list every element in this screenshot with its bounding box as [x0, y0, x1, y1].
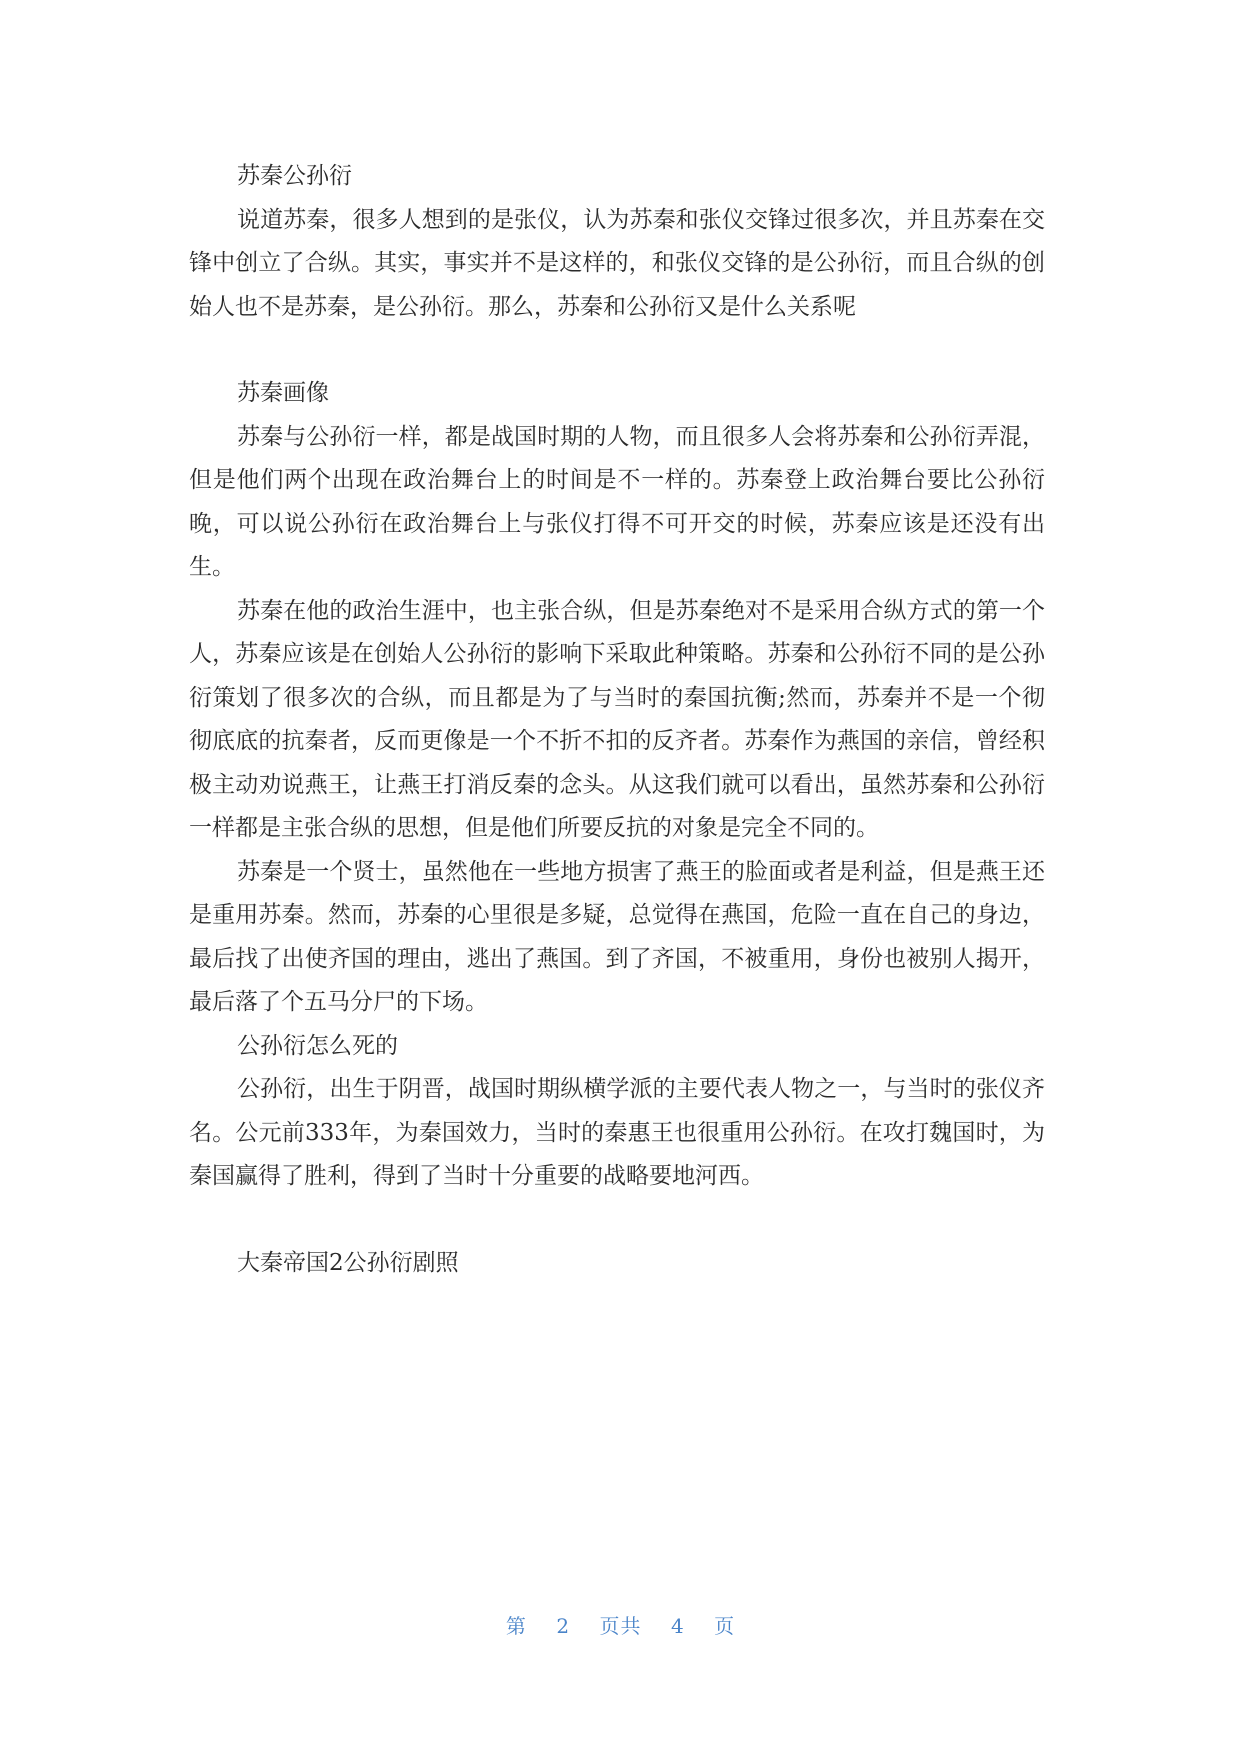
paragraph: 说道苏秦，很多人想到的是张仪，认为苏秦和张仪交锋过很多次，并且苏秦在交锋中创立了合纵。其实，事实并不是这样的，和张仪交锋的是公孙衍，而且合纵的创始人也不是苏秦，是公孙衍。那么，苏秦和公孙衍又是什么关系呢 [189, 206, 1045, 320]
paragraph: 苏秦与公孙衍一样，都是战国时期的人物，而且很多人会将苏秦和公孙衍弄混，但是他们两个出现在政治舞台上的时间是不一样的。苏秦登上政治舞台要比公孙衍晚，可以说公孙衍在政治舞台上与张仪打得不可开交的时候，苏秦应该是还没有出生。 [189, 423, 1045, 580]
paragraph: 苏秦是一个贤士，虽然他在一些地方损害了燕王的脸面或者是利益，但是燕王还是重用苏秦。然而，苏秦的心里很是多疑，总觉得在燕国，危险一直在自己的身边，最后找了出使齐国的理由，逃出了燕国。到了齐国，不被重用，身份也被别人揭开，最后落了个五马分尸的下场。 [189, 858, 1045, 1015]
image-caption: 大秦帝国2公孙衍剧照 [237, 1249, 459, 1276]
spacer [189, 329, 1045, 372]
spacer [189, 1199, 1045, 1242]
footer-prefix: 第 [505, 1614, 527, 1638]
footer-suffix: 页 [714, 1614, 736, 1638]
paragraph: 公孙衍，出生于阴晋，战国时期纵横学派的主要代表人物之一，与当时的张仪齐名。公元前333年，为秦国效力，当时的秦惠王也很重用公孙衍。在攻打魏国时，为秦国赢得了胜利，得到了当时十分重要的战略要地河西。 [189, 1076, 1045, 1189]
paragraph: 苏秦在他的政治生涯中，也主张合纵，但是苏秦绝对不是采用合纵方式的第一个人，苏秦应该是在创始人公孙衍的影响下采取此种策略。苏秦和公孙衍不同的是公孙衍策划了很多次的合纵，而且都是为了与当时的秦国抗衡;然而，苏秦并不是一个彻彻底底的抗秦者，反而更像是一个不折不扣的反齐者。苏秦作为燕国的亲信，曾经积极主动劝说燕王，让燕王打消反秦的念头。从这我们就可以看出，虽然苏秦和公孙衍一样都是主张合纵的思想，但是他们所要反抗的对象是完全不同的。 [189, 597, 1045, 841]
current-page-number: 2 [556, 1614, 571, 1638]
section-heading: 公孙衍怎么死的 [237, 1032, 398, 1059]
section-heading: 苏秦公孙衍 [237, 163, 352, 189]
page-footer [0, 1610, 1241, 1639]
section-heading: 苏秦画像 [237, 380, 329, 406]
footer-middle: 页共 [599, 1614, 642, 1638]
total-pages-number: 4 [670, 1614, 685, 1638]
document-body [189, 155, 1045, 1285]
